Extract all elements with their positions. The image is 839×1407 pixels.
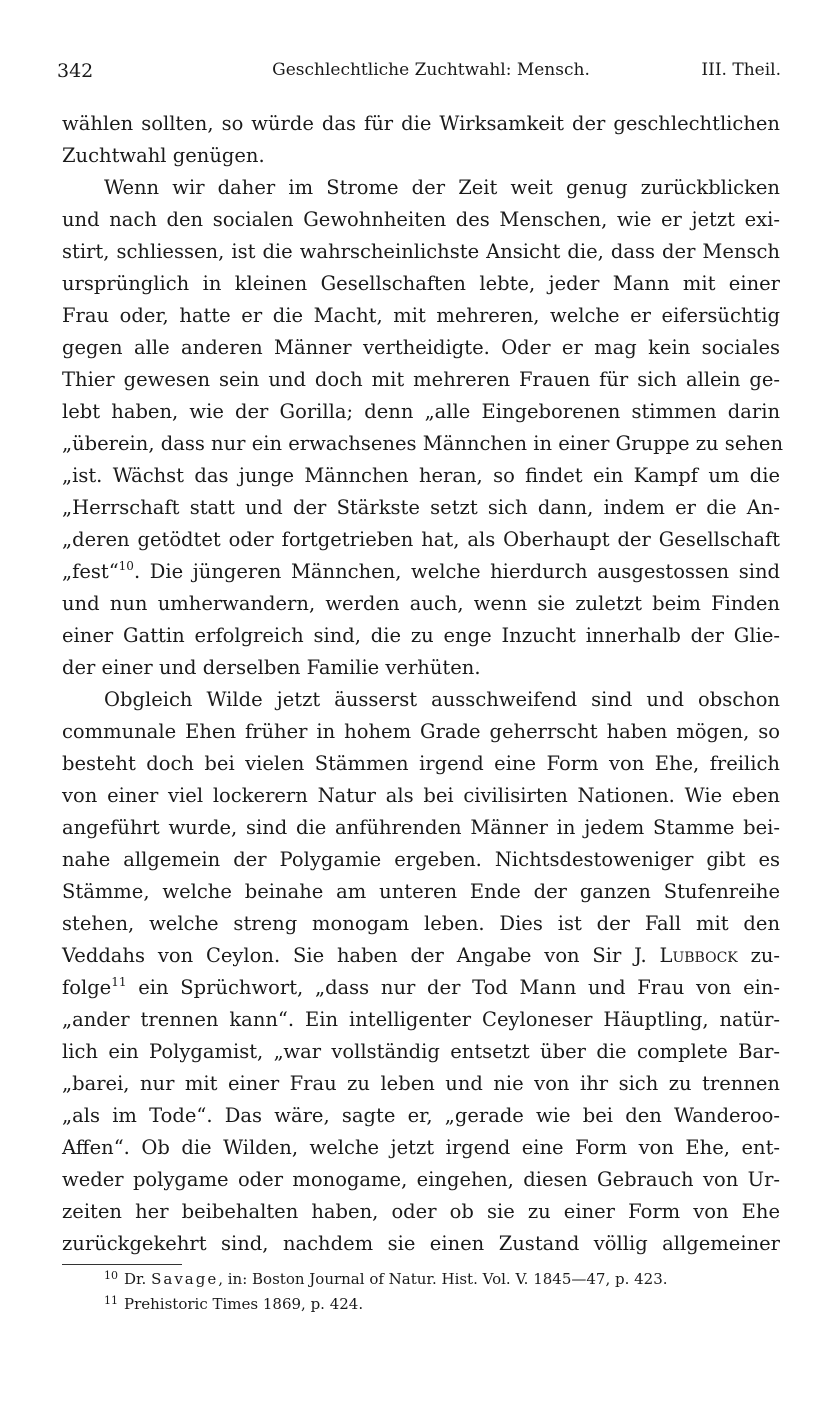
running-title: Geschlechtliche Zuchtwahl: Mensch. bbox=[272, 60, 590, 80]
text-line: nahe allgemein der Polygamie ergeben. Nichtsdestoweniger gibt es bbox=[62, 848, 780, 871]
footnote-ref-10: 10 bbox=[118, 559, 134, 573]
text-line: gegen alle anderen Männer vertheidigte. Oder er mag kein sociales bbox=[62, 336, 780, 359]
text-line: Affen“. Ob die Wilden, welche jetzt irgend eine Form von Ehe, ent- bbox=[62, 1136, 780, 1159]
part-label: III. Theil. bbox=[701, 60, 781, 80]
text-line: der einer und derselben Familie verhüten. bbox=[62, 656, 481, 679]
text-line: zeiten her beibehalten haben, oder ob sie zu einer Form von Ehe bbox=[62, 1200, 780, 1223]
text-span: . Die jüngeren Männchen, welche hierdurch ausgestossen sind bbox=[133, 560, 780, 583]
text-line: „überein, dass nur ein erwachsenes Männchen in einer Gruppe zu sehen bbox=[62, 432, 784, 455]
footnote-text: Prehistoric Times 1869, p. 424. bbox=[124, 1295, 364, 1313]
text-line: von einer viel lockerern Natur als bei civilisirten Nationen. Wie eben bbox=[62, 784, 780, 807]
footnote-10 bbox=[104, 1268, 784, 1290]
author-name: Lubbock bbox=[659, 944, 738, 967]
running-header bbox=[57, 58, 781, 86]
footnote-ref-11: 11 bbox=[111, 975, 127, 989]
text-line bbox=[62, 972, 780, 1004]
text-line: einer Gattin erfolgreich sind, die zu enge Inzucht innerhalb der Glie- bbox=[62, 624, 780, 647]
text-span: ein Sprüchwort, „dass nur der Tod Mann und Frau von ein- bbox=[126, 976, 780, 999]
text-line bbox=[62, 940, 780, 972]
page-number: 342 bbox=[57, 60, 94, 82]
text-line: Stämme, welche beinahe am unteren Ende der ganzen Stufenreihe bbox=[62, 880, 780, 903]
text-line: und nun umherwandern, werden auch, wenn sie zuletzt beim Finden bbox=[62, 592, 780, 615]
text-span: Veddahs von Ceylon. Sie haben der Angabe von Sir J. bbox=[62, 944, 660, 967]
text-span: folge bbox=[62, 976, 112, 999]
text-line: stehen, welche streng monogam leben. Dies ist der Fall mit den bbox=[62, 912, 780, 935]
text-line: besteht doch bei vielen Stämmen irgend eine Form von Ehe, freilich bbox=[62, 752, 780, 775]
footnote-text: , in: Boston Journal of Natur. Hist. Vol. V. 1845—47, p. 423. bbox=[218, 1270, 668, 1288]
text-line: angeführt wurde, sind die anführenden Männer in jedem Stamme bei- bbox=[62, 816, 780, 839]
text-line: Zuchtwahl genügen. bbox=[62, 144, 265, 167]
text-line: Wenn wir daher im Strome der Zeit weit genug zurückblicken bbox=[104, 176, 780, 199]
footnote-rule bbox=[62, 1264, 182, 1265]
text-line: weder polygame oder monogame, eingehen, diesen Gebrauch von Ur- bbox=[62, 1168, 780, 1191]
text-line: wählen sollten, so würde das für die Wirksamkeit der geschlechtlichen bbox=[62, 112, 780, 135]
quote-end: „fest“ bbox=[62, 560, 119, 583]
text-line: „deren getödtet oder fortgetrieben hat, als Oberhaupt der Gesellschaft bbox=[62, 528, 780, 551]
text-line: Frau oder, hatte er die Macht, mit mehreren, welche er eifersüchtig bbox=[62, 304, 780, 327]
footnote-author: Savage bbox=[151, 1270, 219, 1288]
text-line: ursprünglich in kleinen Gesellschaften lebte, jeder Mann mit einer bbox=[62, 272, 780, 295]
text-line: „als im Tode“. Das wäre, sagte er, „gerade wie bei den Wanderoo- bbox=[62, 1104, 780, 1127]
text-line: lich ein Polygamist, „war vollständig entsetzt über die complete Bar- bbox=[62, 1040, 780, 1063]
text-line: lebt haben, wie der Gorilla; denn „alle Eingeborenen stimmen darin bbox=[62, 400, 780, 423]
text-line: „ist. Wächst das junge Männchen heran, so findet ein Kampf um die bbox=[62, 464, 780, 487]
footnote-number: 11 bbox=[104, 1294, 118, 1307]
text-line: „barei, nur mit einer Frau zu leben und nie von ihr sich zu trennen bbox=[62, 1072, 780, 1095]
text-line: Obgleich Wilde jetzt äusserst ausschweifend sind und obschon bbox=[104, 688, 780, 711]
text-span: zu- bbox=[737, 944, 780, 967]
text-line bbox=[62, 556, 780, 588]
footnote-number: 10 bbox=[104, 1269, 118, 1282]
text-line: zurückgekehrt sind, nachdem sie einen Zustand völlig allgemeiner bbox=[62, 1232, 780, 1255]
text-line: stirt, schliessen, ist die wahrscheinlichste Ansicht die, dass der Mensch bbox=[62, 240, 780, 263]
text-line: und nach den socialen Gewohnheiten des Menschen, wie er jetzt exi- bbox=[62, 208, 780, 231]
text-line: „Herrschaft statt und der Stärkste setzt sich dann, indem er die An- bbox=[62, 496, 780, 519]
footnote-text: Dr. bbox=[124, 1270, 152, 1288]
text-line: Thier gewesen sein und doch mit mehreren Frauen für sich allein ge- bbox=[62, 368, 780, 391]
text-line: „ander trennen kann“. Ein intelligenter Ceyloneser Häuptling, natür- bbox=[62, 1008, 780, 1031]
footnote-11 bbox=[104, 1293, 784, 1315]
text-line: communale Ehen früher in hohem Grade geherrscht haben mögen, so bbox=[62, 720, 780, 743]
